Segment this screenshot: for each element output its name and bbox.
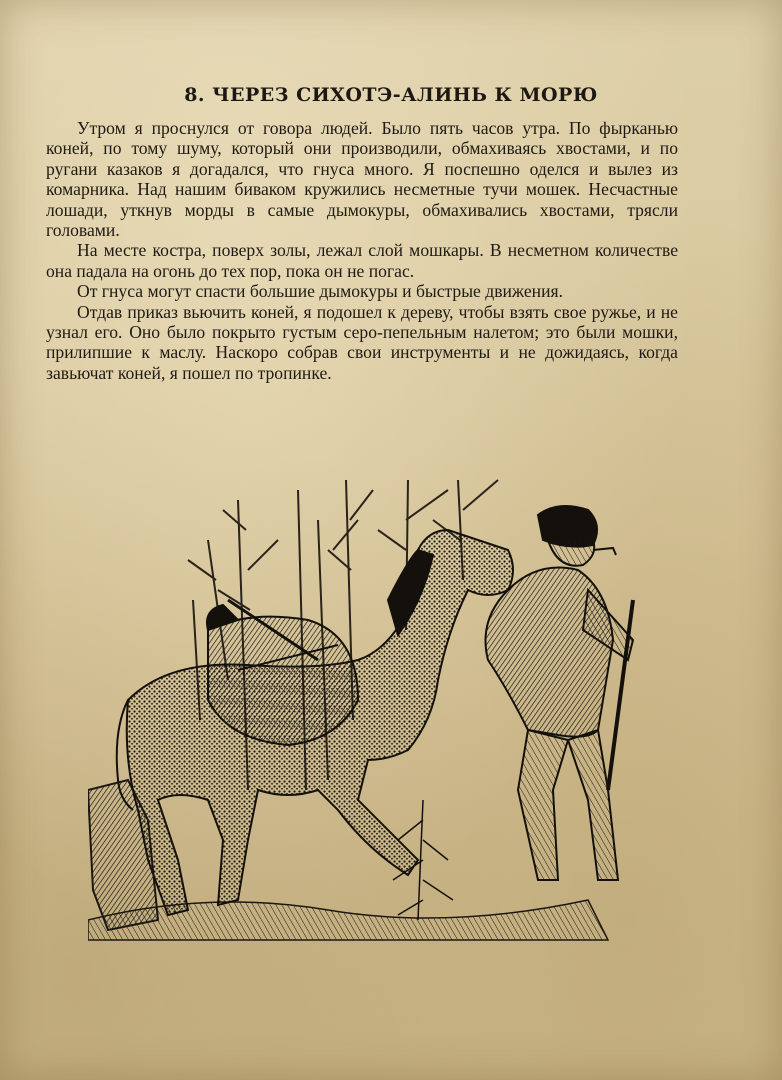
illustration-man-leading-horse bbox=[88, 460, 688, 960]
paragraph-4: Отдав приказ вьючить коней, я подошел к дереву, чтобы взять свое ружье, и не узнал его. Оно было покрыто густым серо-пепельным налетом; это были мошки, прилипшие к маслу. Наскоро собрав свои инструменты и не дожидаясь, когда завьючат коней, я пошел по тропинке. bbox=[46, 301, 678, 383]
paragraph-1: Утром я проснулся от говора людей. Было пять часов утра. По фырканью коней, по тому шуму, который они производили, обмахиваясь хвостами, и по ругани казаков я догадался, что гнуса много. Я поспешно оделся и вылез из комарника. Над нашим биваком кружились несметные тучи мошек. Несчастные лошади, уткнув морды в самые дымокуры, обмахивались хвостами, трясли головами. bbox=[46, 118, 678, 241]
chapter-title: 8. ЧЕРЕЗ СИХОТЭ-АЛИНЬ К МОРЮ bbox=[184, 84, 598, 106]
paragraph-2: На месте костра, поверх золы, лежал слой мошкары. В несметном количестве она падала на огонь до тех пор, пока он не погас. bbox=[46, 240, 678, 281]
pack-saddle bbox=[207, 600, 358, 745]
paragraph-3: От гнуса могут спасти большие дымокуры и быстрые движения. bbox=[77, 281, 563, 302]
body-text bbox=[46, 118, 678, 383]
